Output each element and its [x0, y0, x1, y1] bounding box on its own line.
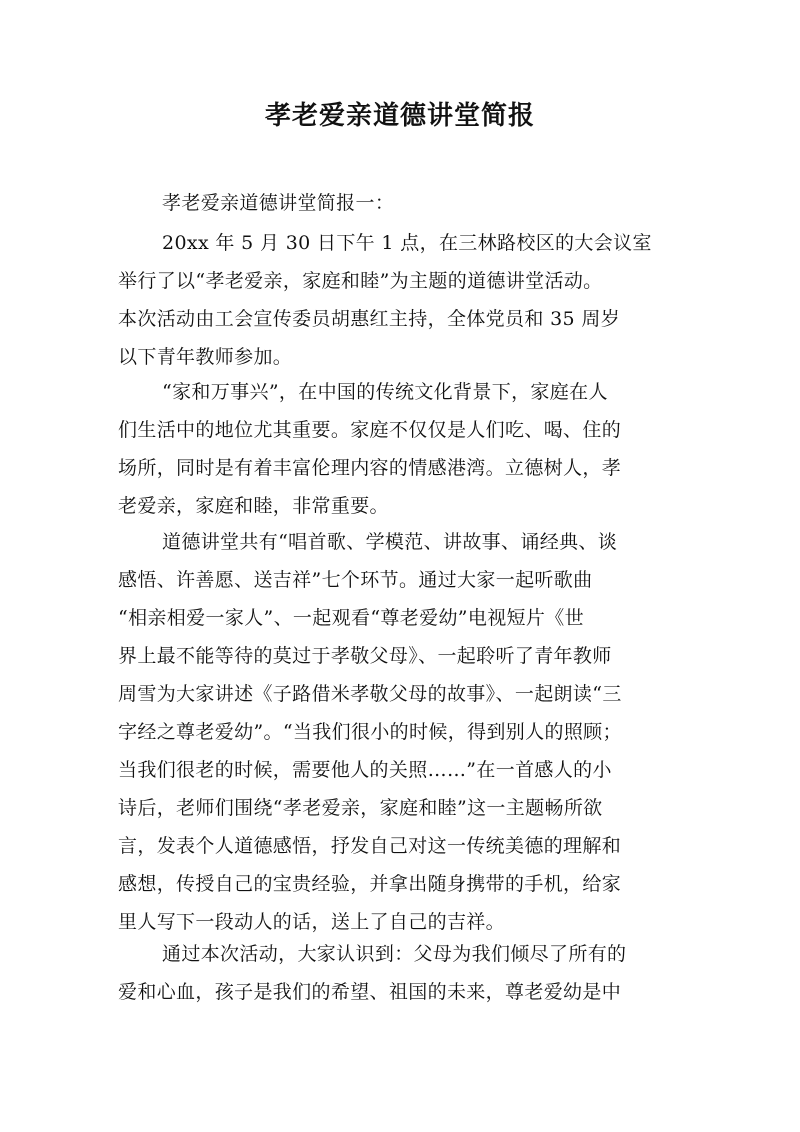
paragraph-line: 通过本次活动，大家认识到：父母为我们倾尽了所有的	[162, 943, 627, 965]
paragraph-line: 字经之尊老爱幼”。“当我们很小的时候，得到别人的照顾；	[118, 721, 622, 743]
paragraph-line: 感想，传授自己的宝贵经验，并拿出随身携带的手机，给家	[118, 873, 622, 895]
paragraph-line: 里人写下一段动人的话，送上了自己的吉祥。	[118, 911, 506, 933]
paragraph-line: 场所，同时是有着丰富伦理内容的情感港湾。立德树人，孝	[118, 457, 622, 479]
paragraph-line: 道德讲堂共有“唱首歌、学模范、讲故事、诵经典、谈	[162, 531, 618, 553]
paragraph-line: 本次活动由工会宣传委员胡惠红主持，全体党员和 35 周岁	[118, 308, 621, 330]
paragraph-line: 当我们很老的时候，需要他人的关照……”在一首感人的小	[118, 759, 612, 781]
paragraph-line: 们生活中的地位尤其重要。家庭不仅仅是人们吃、喝、住的	[118, 419, 622, 441]
paragraph-line: 20xx 年 5 月 30 日下午 1 点，在三林路校区的大会议室	[162, 232, 652, 254]
paragraph-line: 举行了以“孝老爱亲，家庭和睦”为主题的道德讲堂活动。	[118, 270, 603, 292]
paragraph-line: 言，发表个人道德感悟，抒发自己对这一传统美德的理解和	[118, 835, 622, 857]
paragraph-line: 诗后，老师们围绕“孝老爱亲，家庭和睦”这一主题畅所欲	[118, 797, 603, 819]
paragraph-event-intro	[118, 224, 698, 376]
document-title: 孝老爱亲道德讲堂简报	[264, 101, 535, 131]
paragraph-subtitle	[118, 184, 698, 222]
paragraph-conclusion	[118, 935, 698, 1011]
paragraph-line: 老爱亲，家庭和睦，非常重要。	[118, 495, 389, 517]
paragraph-line: 爱和心血，孩子是我们的希望、祖国的未来，尊老爱幼是中	[118, 981, 622, 1003]
paragraph-line: 周雪为大家讲述《子路借米孝敬父母的故事》、一起朗读“三	[118, 683, 622, 705]
paragraph-line: 孝老爱亲道德讲堂简报一：	[162, 192, 395, 214]
paragraph-family-harmony	[118, 373, 698, 525]
paragraph-line: 感悟、许善愿、送吉祥”七个环节。通过大家一起听歌曲	[118, 569, 593, 591]
paragraph-line: “家和万事兴”，在中国的传统文化背景下，家庭在人	[162, 381, 608, 403]
paragraph-line: 界上最不能等待的莫过于孝敬父母》、一起聆听了青年教师	[118, 645, 612, 667]
paragraph-activity-details	[118, 523, 698, 941]
paragraph-line: 以下青年教师参加。	[118, 346, 293, 368]
paragraph-line: “相亲相爱一家人”、一起观看“尊老爱幼”电视短片《世	[118, 607, 584, 629]
